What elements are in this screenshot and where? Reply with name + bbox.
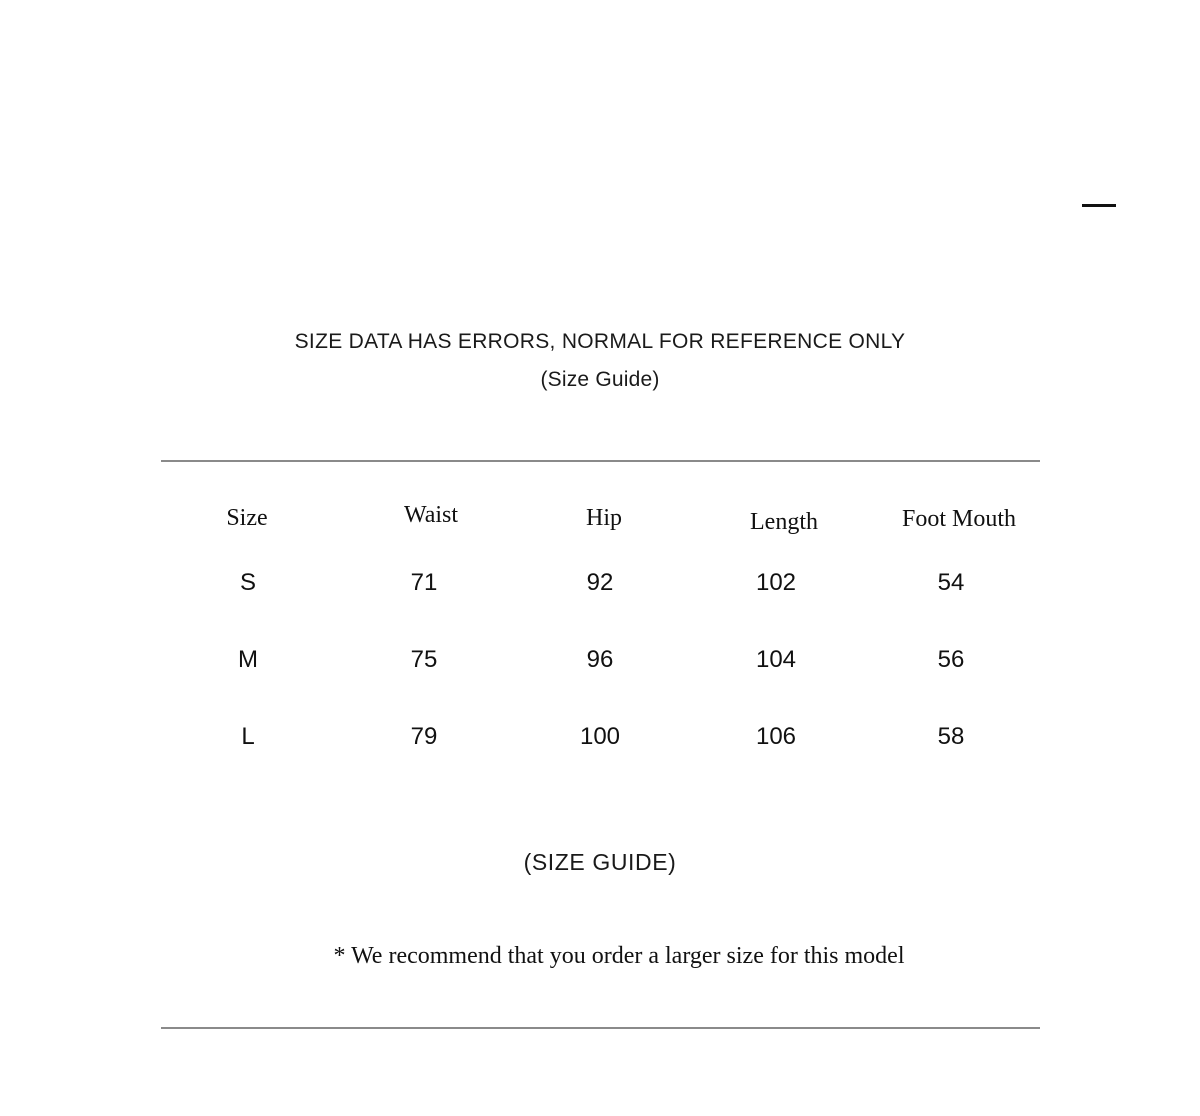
size-guide-subtitle: (Size Guide) bbox=[540, 368, 660, 391]
cell-length: 106 bbox=[755, 723, 797, 750]
cell-size: S bbox=[239, 569, 256, 596]
cell-size: L bbox=[241, 723, 255, 750]
header-waist: Waist bbox=[403, 502, 459, 528]
cell-hip: 100 bbox=[579, 723, 621, 750]
cell-length: 104 bbox=[755, 646, 797, 673]
cell-hip: 96 bbox=[586, 646, 614, 673]
size-data-notice: SIZE DATA HAS ERRORS, NORMAL FOR REFERENCE ONLY bbox=[294, 330, 906, 353]
cell-waist: 75 bbox=[410, 646, 438, 673]
minus-icon bbox=[1082, 204, 1116, 207]
bottom-divider bbox=[161, 1027, 1040, 1029]
cell-length: 102 bbox=[755, 569, 797, 596]
cell-hip: 92 bbox=[586, 569, 614, 596]
recommendation-note: * We recommend that you order a larger size for this model bbox=[333, 943, 905, 969]
cell-foot-mouth: 54 bbox=[937, 569, 965, 596]
top-divider bbox=[161, 460, 1040, 462]
header-hip: Hip bbox=[586, 505, 622, 531]
cell-waist: 79 bbox=[410, 723, 438, 750]
size-guide-label: (SIZE GUIDE) bbox=[523, 849, 677, 875]
cell-waist: 71 bbox=[410, 569, 438, 596]
cell-foot-mouth: 58 bbox=[937, 723, 965, 750]
header-length: Length bbox=[750, 509, 818, 535]
cell-size: M bbox=[238, 646, 258, 673]
header-size: Size bbox=[226, 505, 268, 531]
header-foot-mouth: Foot Mouth bbox=[901, 506, 1017, 532]
cell-foot-mouth: 56 bbox=[937, 646, 965, 673]
